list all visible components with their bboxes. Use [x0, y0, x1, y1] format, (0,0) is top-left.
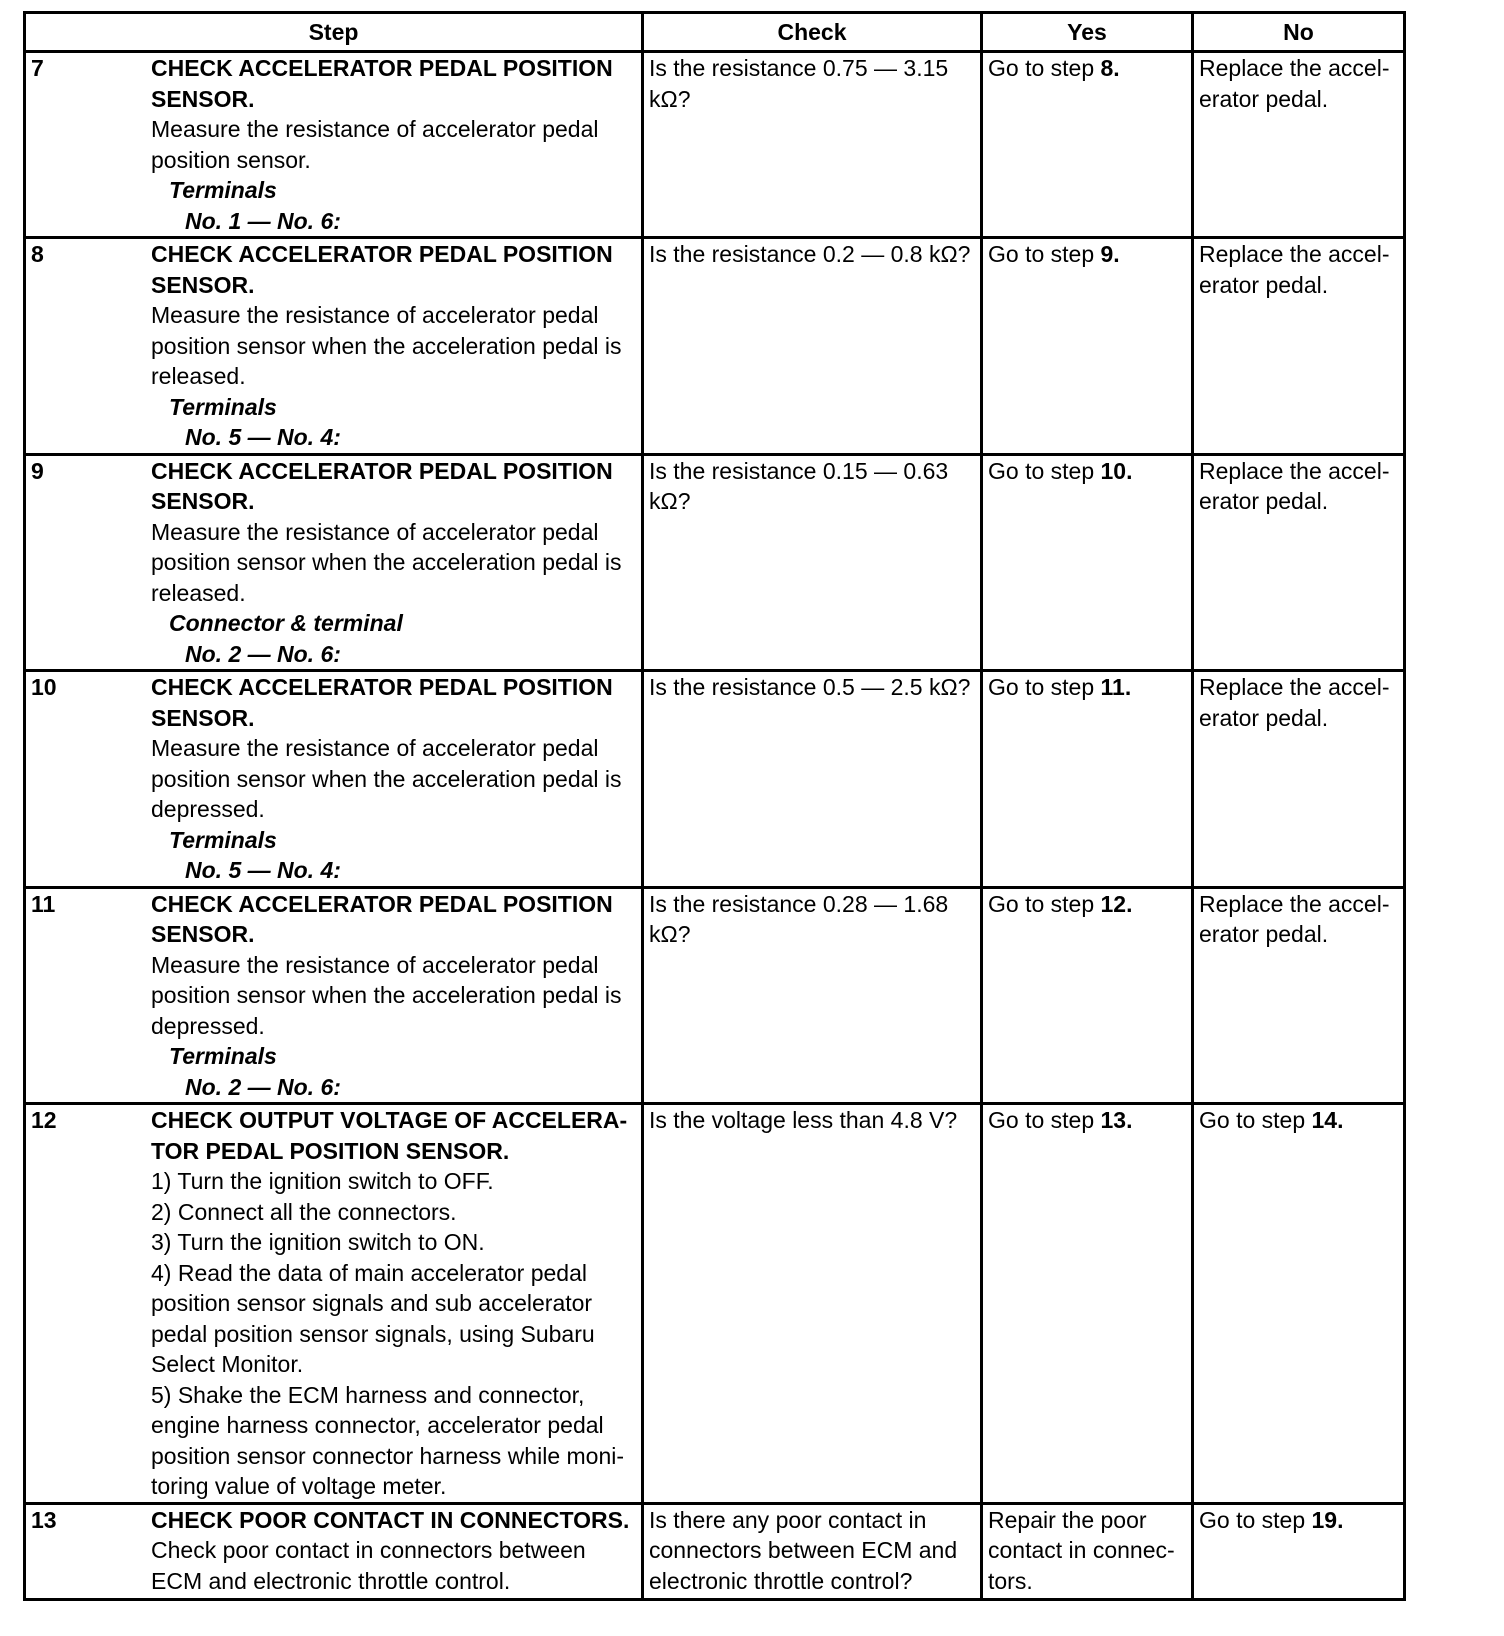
yes-text: Go to step: [988, 890, 1101, 917]
header-row: [25, 13, 1405, 52]
step-title: CHECK ACCELERATOR PEDAL POSITION SENSOR.: [151, 890, 613, 947]
yes-cell: [982, 1104, 1193, 1504]
yes-cell: [982, 1503, 1193, 1599]
check-cell: Is the resistance 0.75 — 3.15 kΩ?: [643, 52, 982, 238]
header-check: Check: [643, 13, 982, 52]
step-cell: [25, 671, 643, 888]
yes-step-ref: 12.: [1100, 890, 1133, 917]
step-title: CHECK ACCELERATOR PEDAL POSITION SENSOR.: [151, 55, 613, 112]
yes-step-ref: 8.: [1100, 55, 1120, 81]
spec-label: Terminals: [169, 177, 277, 203]
table-row: [25, 887, 1405, 1104]
header-step: Step: [25, 13, 643, 52]
step-cell: [25, 1503, 643, 1599]
yes-text: Go to step: [988, 1107, 1101, 1133]
step-number: 10: [31, 674, 57, 700]
no-text: Replace the accel-erator pedal.: [1199, 890, 1390, 947]
step-description: Measure the resistance of accelerator pedal position sensor.: [151, 116, 599, 173]
no-cell: [1193, 238, 1405, 455]
yes-text: Go to step: [988, 457, 1101, 484]
spec-value: No. 5 — No. 4:: [185, 424, 341, 450]
yes-text: Go to step: [988, 55, 1101, 81]
spec-label: Connector & terminal: [169, 610, 403, 636]
check-cell: Is the resistance 0.15 — 0.63 kΩ?: [643, 454, 982, 671]
step-title: CHECK ACCELERATOR PEDAL POSITION SENSOR.: [151, 241, 613, 298]
step-number: 8: [31, 241, 44, 267]
yes-cell: [982, 887, 1193, 1104]
yes-text: Repair the poor contact in connec-tors.: [988, 1506, 1175, 1594]
check-cell: Is the resistance 0.2 — 0.8 kΩ?: [643, 238, 982, 455]
step-title: CHECK ACCELERATOR PEDAL POSITION SENSOR.: [151, 457, 613, 514]
yes-cell: [982, 454, 1193, 671]
substep-4: 4) Read the data of main accelerator pedal position sensor signals and sub accelerator pedal position sensor signals, using Subaru Select Monitor.: [151, 1259, 595, 1377]
no-text: Go to step: [1199, 1506, 1312, 1533]
check-cell: Is the resistance 0.28 — 1.68 kΩ?: [643, 887, 982, 1104]
no-text: Replace the accel-erator pedal.: [1199, 674, 1390, 731]
header-yes: Yes: [982, 13, 1193, 52]
no-cell: [1193, 454, 1405, 671]
table-row: [25, 238, 1405, 455]
spec-value: No. 5 — No. 4:: [185, 857, 341, 883]
no-cell: [1193, 1503, 1405, 1599]
step-description: Measure the resistance of accelerator pedal position sensor when the acceleration pedal is released.: [151, 518, 622, 606]
no-cell: [1193, 1104, 1405, 1504]
step-cell: [25, 1104, 643, 1504]
yes-step-ref: 10.: [1100, 457, 1133, 484]
yes-cell: [982, 671, 1193, 888]
no-text: Replace the accel-erator pedal.: [1199, 241, 1390, 298]
no-cell: [1193, 52, 1405, 238]
header-no: No: [1193, 13, 1405, 52]
no-step-ref: 14.: [1311, 1107, 1344, 1133]
step-cell: [25, 238, 643, 455]
table-row: [25, 454, 1405, 671]
yes-text: Go to step: [988, 241, 1101, 267]
no-step-ref: 19.: [1311, 1506, 1344, 1533]
table-row: [25, 1104, 1405, 1504]
spec-value: No. 1 — No. 6:: [185, 207, 341, 234]
table-row: [25, 52, 1405, 238]
no-text: Replace the accel-erator pedal.: [1199, 55, 1390, 112]
step-number: 9: [31, 457, 44, 484]
spec-label: Terminals: [169, 393, 277, 420]
yes-step-ref: 11.: [1100, 674, 1132, 700]
step-cell: [25, 52, 643, 238]
yes-step-ref: 9.: [1100, 241, 1120, 267]
step-number: 7: [31, 55, 44, 81]
yes-text: Go to step: [988, 674, 1101, 700]
table-row: [25, 671, 1405, 888]
spec-label: Terminals: [169, 1043, 277, 1069]
check-cell: Is the voltage less than 4.8 V?: [643, 1104, 982, 1504]
no-cell: [1193, 887, 1405, 1104]
check-cell: Is there any poor contact in connectors between ECM and electronic throttle control?: [643, 1503, 982, 1599]
step-title: CHECK ACCELERATOR PEDAL POSITION SENSOR.: [151, 674, 613, 731]
spec-value: No. 2 — No. 6:: [185, 640, 341, 667]
no-cell: [1193, 671, 1405, 888]
diagnostic-table: [23, 11, 1406, 1601]
yes-step-ref: 13.: [1100, 1107, 1133, 1133]
no-text: Replace the accel-erator pedal.: [1199, 457, 1390, 514]
step-number: 12: [31, 1107, 57, 1133]
substep-2: 2) Connect all the connectors.: [151, 1198, 457, 1225]
step-title: CHECK POOR CONTACT IN CONNECTORS.: [151, 1506, 630, 1533]
substep-1: 1) Turn the ignition switch to OFF.: [151, 1168, 494, 1194]
step-number: 11: [31, 890, 56, 917]
step-description: Measure the resistance of accelerator pedal position sensor when the acceleration pedal is depressed.: [151, 951, 622, 1039]
step-description: Measure the resistance of accelerator pedal position sensor when the acceleration pedal is released.: [151, 302, 622, 389]
spec-label: Terminals: [169, 826, 277, 853]
step-number: 13: [31, 1506, 57, 1533]
table-row: [25, 1503, 1405, 1599]
substep-5: 5) Shake the ECM harness and connector, engine harness connector, accelerator pedal position sensor connector harness while moni-toring value of voltage meter.: [151, 1381, 625, 1499]
step-title: CHECK OUTPUT VOLTAGE OF ACCELERA-TOR PEDAL POSITION SENSOR.: [151, 1107, 628, 1164]
no-text: Go to step: [1199, 1107, 1312, 1133]
step-cell: [25, 454, 643, 671]
yes-cell: [982, 238, 1193, 455]
substep-3: 3) Turn the ignition switch to ON.: [151, 1229, 485, 1255]
check-cell: Is the resistance 0.5 — 2.5 kΩ?: [643, 671, 982, 888]
step-description: Measure the resistance of accelerator pedal position sensor when the acceleration pedal is depressed.: [151, 735, 622, 822]
spec-value: No. 2 — No. 6:: [185, 1073, 341, 1100]
yes-cell: [982, 52, 1193, 238]
step-cell: [25, 887, 643, 1104]
step-description: Check poor contact in connectors between ECM and electronic throttle control.: [151, 1537, 586, 1594]
